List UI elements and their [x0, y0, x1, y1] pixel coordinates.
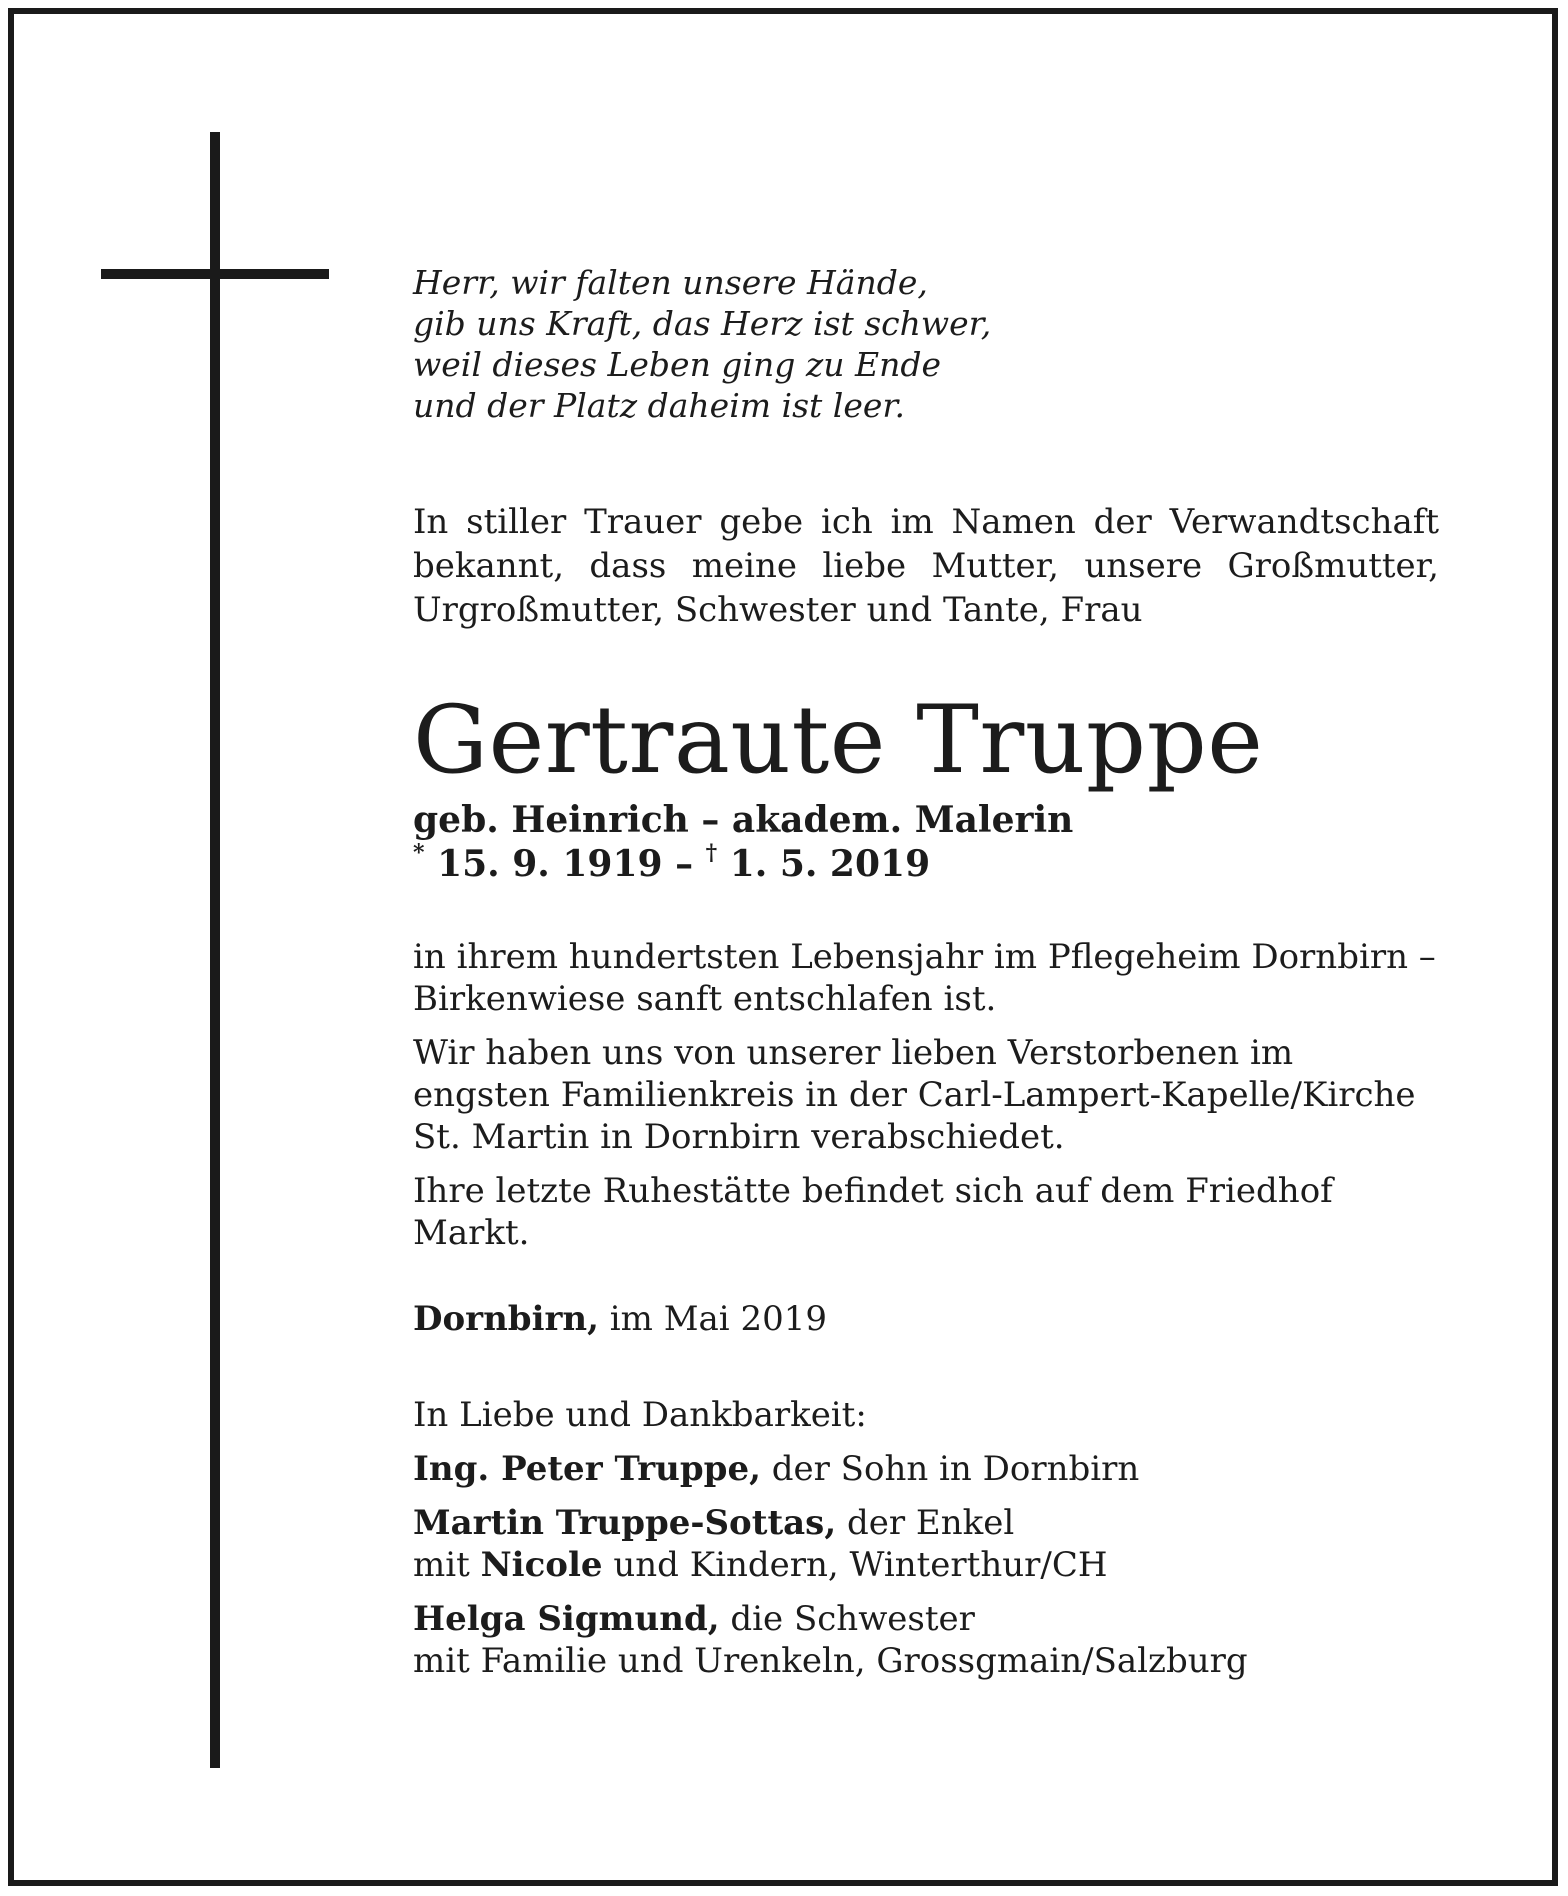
mourner-name: Helga Sigmund, — [413, 1599, 720, 1639]
life-dates — [413, 840, 1439, 885]
mourner-entry — [413, 1448, 1439, 1490]
mourner-companion: Nicole — [480, 1545, 603, 1585]
mourner-detail-prefix: mit — [413, 1545, 470, 1585]
paragraph-resting-place: Ihre letzte Ruhestätte befindet sich auf dem Friedhof Markt. — [413, 1171, 1333, 1253]
place-date — [413, 1298, 1439, 1340]
mourner-relation: die Schwester — [730, 1599, 975, 1639]
birth-date: 15. 9. 1919 — [437, 843, 663, 885]
cross-icon-horizontal-bar — [101, 269, 329, 279]
death-date: 1. 5. 2019 — [729, 843, 931, 885]
paragraph-passing: in ihrem hundertsten Lebensjahr im Pflegeheim Dornbirn – Birkenwiese sanft entschlafen ist. — [413, 937, 1436, 1019]
mourner-relation: der Enkel — [846, 1503, 1015, 1543]
mourner-detail: und Kindern, Winterthur/CH — [613, 1545, 1108, 1585]
death-symbol: † — [705, 840, 718, 866]
poem-line: weil dieses Leben ging zu Ende — [413, 345, 941, 384]
mourner-entry — [413, 1502, 1439, 1586]
mourner-detail: mit Familie und Urenkeln, Grossgmain/Salzburg — [413, 1641, 1248, 1681]
place: Dornbirn, — [413, 1299, 599, 1339]
date: im Mai 2019 — [609, 1299, 827, 1339]
date-dash: – — [675, 843, 694, 885]
poem-line: und der Platz daheim ist leer. — [413, 386, 906, 425]
deceased-subtitle: geb. Heinrich – akadem. Malerin — [413, 799, 1074, 841]
cross-icon-vertical-bar — [210, 132, 220, 1768]
poem-line: gib uns Kraft, das Herz ist schwer, — [413, 304, 992, 343]
poem-line: Herr, wir falten unsere Hände, — [413, 263, 928, 302]
intro-text: In stiller Trauer gebe ich im Namen der Verwandtschaft bekannt, dass meine liebe Mutter, unsere Großmutter, Urgroßmutter, Schwester und Tante, Frau — [413, 502, 1439, 630]
mourner-entry — [413, 1598, 1439, 1682]
paragraph-farewell: Wir haben uns von unserer lieben Verstorbenen im engsten Familienkreis in der Carl-Lampert-Kapelle/Kirche St. Martin in Dornbirn verabschiedet. — [413, 1033, 1416, 1157]
mourner-name: Ing. Peter Truppe, — [413, 1449, 761, 1489]
obituary-content — [413, 262, 1439, 1682]
birth-symbol: * — [413, 840, 425, 866]
deceased-name: Gertraute Truppe — [413, 686, 1264, 795]
poem — [413, 262, 1439, 426]
mourner-relation: der Sohn in Dornbirn — [771, 1449, 1140, 1489]
mourner-name: Martin Truppe-Sottas, — [413, 1503, 837, 1543]
thanks-line: In Liebe und Dankbarkeit: — [413, 1395, 867, 1435]
